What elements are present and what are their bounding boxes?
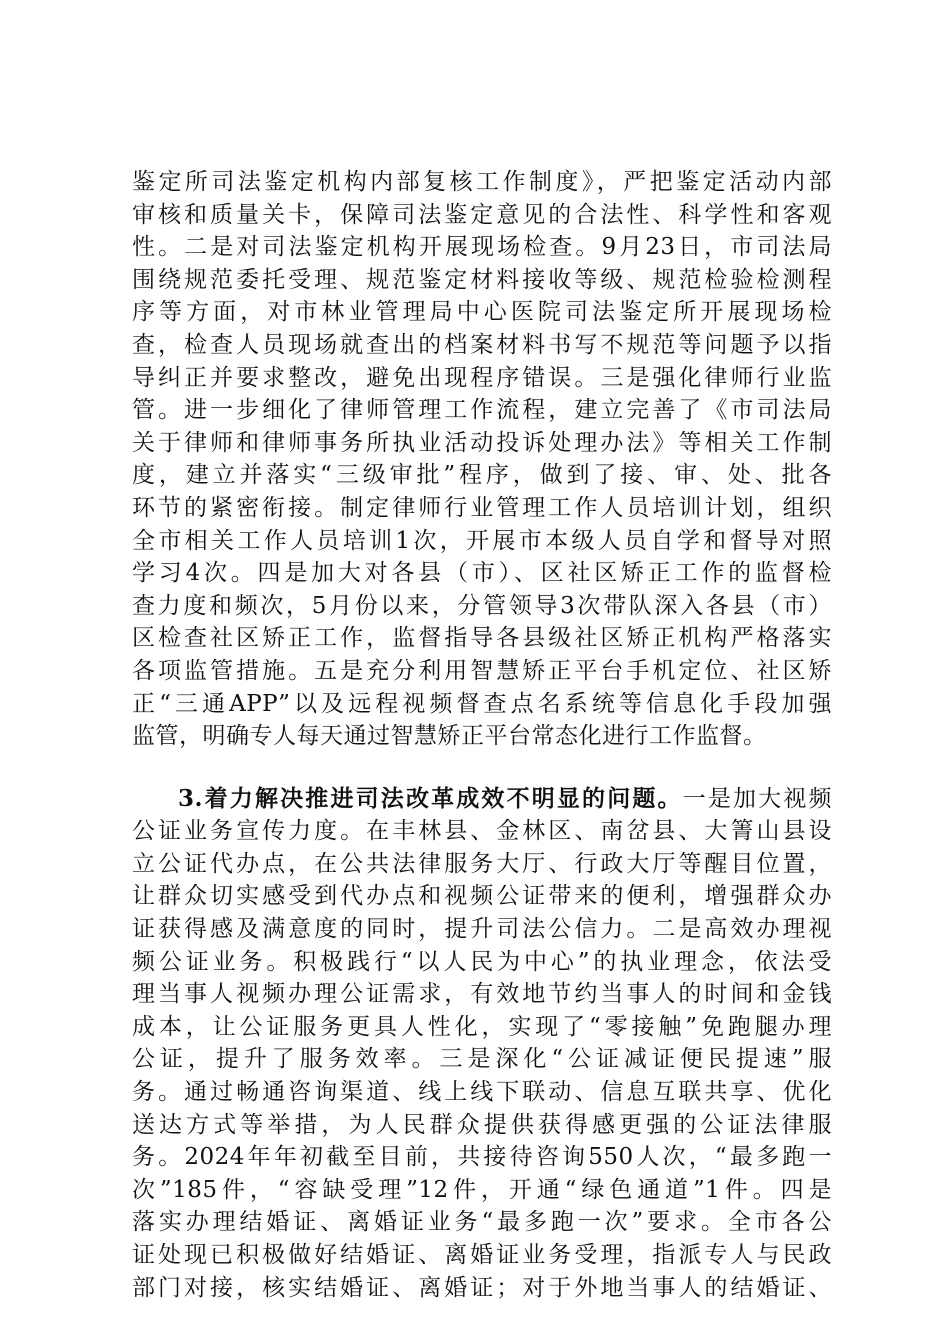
text-line: 理当事人视频办理公证需求，有效地节约当事人的时间和金钱 <box>132 981 832 1008</box>
text-line: 查，检查人员现场就查出的档案材料书写不规范等问题予以指 <box>132 331 832 358</box>
text-line: 环节的紧密衔接。制定律师行业管理工作人员培训计划，组织 <box>132 494 832 521</box>
paragraph-judicial-reform <box>132 783 832 1305</box>
text-line: 频公证业务。积极践行“以人民为中心”的执业理念，依法受 <box>132 948 832 975</box>
text-line: 各项监管措施。五是充分利用智慧矫正平台手机定位、社区矫 <box>132 657 832 684</box>
text-line: 落实办理结婚证、离婚证业务“最多跑一次”要求。全市各公 <box>132 1209 832 1236</box>
text-line: 查力度和频次，5月份以来，分管领导3次带队深入各县（市） <box>132 592 832 619</box>
text-line: 证处现已积极做好结婚证、离婚证业务受理，指派专人与民政 <box>132 1242 832 1268</box>
text-line: 度，建立并落实“三级审批”程序，做到了接、审、处、批各 <box>132 462 832 489</box>
text-line: 性。二是对司法鉴定机构开展现场检查。9月23日，市司法局 <box>132 234 832 261</box>
text-line: 管。进一步细化了律师管理工作流程，建立完善了《市司法局 <box>132 397 832 424</box>
section-heading: 3.着力解决推进司法改革成效不明显的问题。 <box>178 784 683 812</box>
text-line: 务。2024年年初截至目前，共接待咨询550人次，“最多跑一 <box>132 1144 832 1171</box>
text-line: 送达方式等举措，为人民群众提供获得感更强的公证法律服 <box>132 1111 832 1138</box>
text-line: 序等方面，对市林业管理局中心医院司法鉴定所开展现场检 <box>132 299 832 326</box>
text-line: 学习4次。四是加大对各县（市）、区社区矫正工作的监督检 <box>132 560 832 587</box>
paragraph-spacer <box>132 753 832 783</box>
text-line: 公证，提升了服务效率。三是深化“公证减证便民提速”服 <box>132 1046 832 1073</box>
text-line: 导纠正并要求整改，避免出现程序错误。三是强化律师行业监 <box>132 364 832 391</box>
text-line: 让群众切实感受到代办点和视频公证带来的便利，增强群众办 <box>132 883 832 910</box>
text-line: 鉴定所司法鉴定机构内部复核工作制度》，严把鉴定活动内部 <box>132 169 832 195</box>
text-line: 围绕规范委托受理、规范鉴定材料接收等级、规范检验检测程 <box>132 266 832 293</box>
heading-line-rest: 一是加大视频 <box>682 785 833 812</box>
text-line: 立公证代办点，在公共法律服务大厅、行政大厅等醒目位置， <box>132 850 832 877</box>
text-line: 次”185件，“容缺受理”12件，开通“绿色通道”1件。四是 <box>132 1176 832 1203</box>
text-line <box>132 783 832 816</box>
text-line: 区检查社区矫正工作，监督指导各县级社区矫正机构严格落实 <box>132 625 832 652</box>
text-line: 审核和质量关卡，保障司法鉴定意见的合法性、科学性和客观 <box>132 201 832 228</box>
text-line: 部门对接，核实结婚证、离婚证；对于外地当事人的结婚证、 <box>132 1274 832 1301</box>
paragraph-supervision <box>132 166 832 753</box>
text-line: 务。通过畅通咨询渠道、线上线下联动、信息互联共享、优化 <box>132 1079 832 1106</box>
document-body <box>132 166 832 1304</box>
text-line: 成本，让公证服务更具人性化，实现了“零接触”免跑腿办理 <box>132 1013 832 1040</box>
text-line: 全市相关工作人员培训1次，开展市本级人员自学和督导对照 <box>132 527 832 554</box>
text-line: 正“三通APP”以及远程视频督查点名系统等信息化手段加强 <box>132 690 832 717</box>
text-line: 证获得感及满意度的同时，提升司法公信力。二是高效办理视 <box>132 916 832 943</box>
text-line: 关于律师和律师事务所执业活动投诉处理办法》等相关工作制 <box>132 429 832 456</box>
text-line: 监管，明确专人每天通过智慧矫正平台常态化进行工作监督。 <box>132 723 767 750</box>
text-line: 公证业务宣传力度。在丰林县、金林区、南岔县、大箐山县设 <box>132 818 832 845</box>
